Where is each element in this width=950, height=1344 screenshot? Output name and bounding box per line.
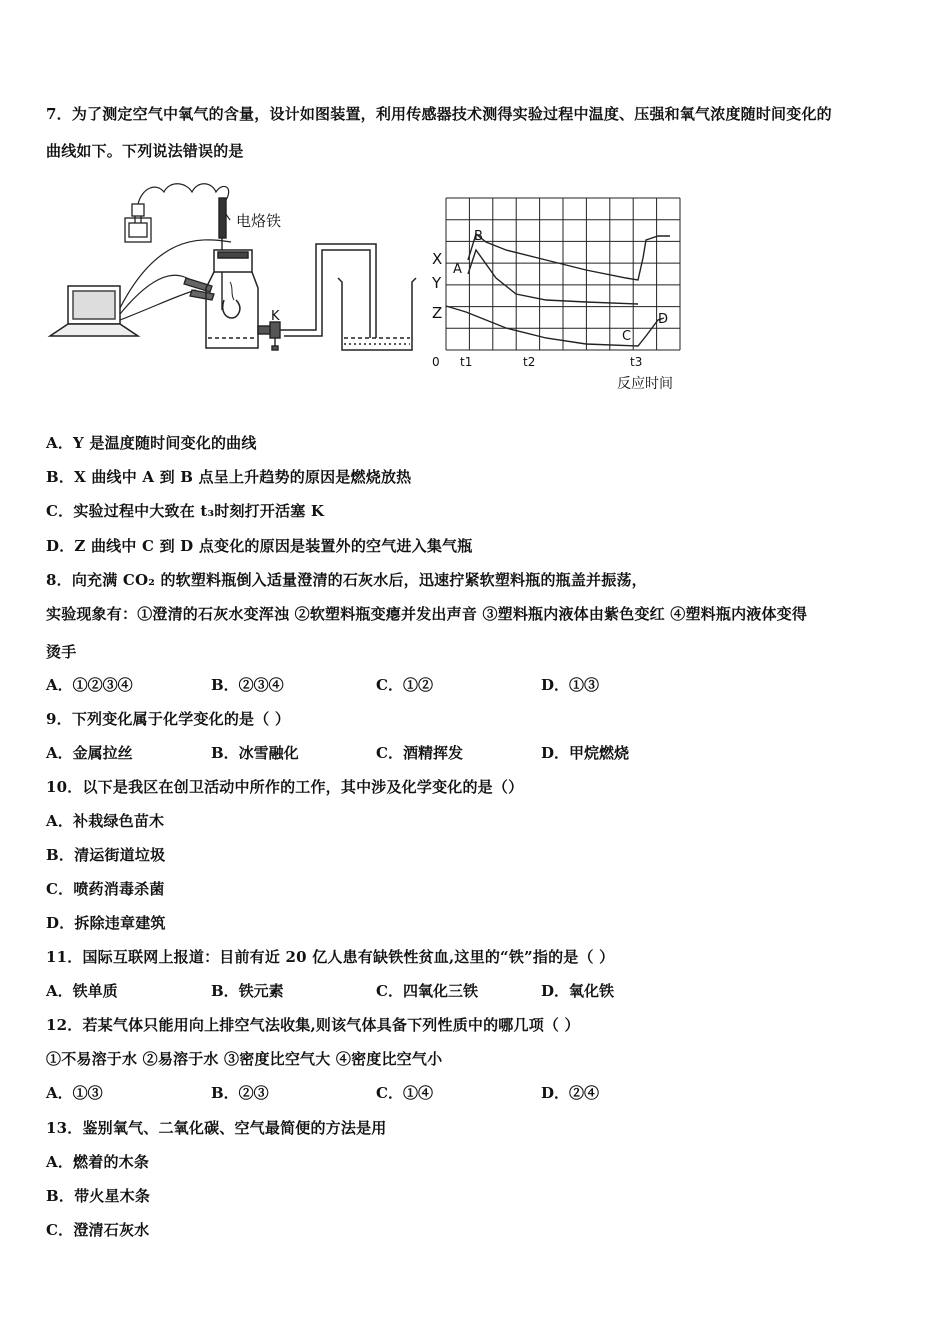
- laptop-icon: [50, 286, 138, 336]
- point-label-c: C: [622, 329, 632, 344]
- q11-stem: 11．国际互联网上报道：目前有近 20 亿人患有缺铁性贫血,这里的“铁”指的是（ ）: [46, 948, 615, 966]
- q7-figure-svg: [46, 178, 696, 398]
- q8-option-a[interactable]: A．①②③④: [46, 676, 133, 694]
- valve-label: K: [271, 309, 280, 324]
- curve-label-z: Z: [432, 304, 443, 322]
- valve-k-icon: [258, 322, 280, 350]
- q12-option-d[interactable]: D．②④: [541, 1084, 600, 1102]
- q10-option-a[interactable]: A．补栽绿色苗木: [46, 812, 165, 830]
- q9-option-c[interactable]: C．酒精挥发: [376, 744, 463, 762]
- q12-option-a[interactable]: A．①③: [46, 1084, 103, 1102]
- q9-option-d[interactable]: D．甲烷燃烧: [541, 744, 630, 762]
- curve-z: [446, 306, 664, 346]
- q7-option-d[interactable]: D．Z 曲线中 C 到 D 点变化的原因是装置外的空气进入集气瓶: [46, 537, 473, 555]
- q8-option-b[interactable]: B．②③④: [211, 676, 284, 694]
- x-axis-label: 反应时间: [617, 376, 673, 392]
- coiled-cord: [138, 184, 230, 220]
- q8-stem-line2: 实验现象有：①澄清的石灰水变浑浊 ②软塑料瓶变瘪并发出声音 ③塑料瓶内液体由紫色变红 ④塑料瓶内液体变得: [46, 605, 808, 623]
- power-outlet-icon: [125, 204, 151, 242]
- q11-option-a[interactable]: A．铁单质: [46, 982, 118, 1000]
- q13-option-b[interactable]: B．带火星木条: [46, 1187, 151, 1205]
- gas-bottle-icon: [206, 250, 258, 348]
- q10-option-d[interactable]: D．拆除违章建筑: [46, 914, 166, 932]
- q8-stem-line3: 烫手: [46, 643, 77, 661]
- x-tick-t3: t3: [630, 355, 643, 369]
- x-tick-t2: t2: [523, 355, 536, 369]
- q8-stem-line1: 8．向充满 CO₂ 的软塑料瓶倒入适量澄清的石灰水后，迅速拧紧软塑料瓶的瓶盖并振荡，: [46, 571, 647, 589]
- curve-label-y: Y: [432, 274, 442, 292]
- q7-option-a[interactable]: A．Y 是温度随时间变化的曲线: [46, 434, 257, 452]
- q11-option-c[interactable]: C．四氧化三铁: [376, 982, 478, 1000]
- point-label-d: D: [658, 312, 669, 327]
- x-tick-0: 0: [432, 355, 440, 369]
- q13-option-a[interactable]: A．燃着的木条: [46, 1153, 150, 1171]
- q10-stem: 10．以下是我区在创卫活动中所作的工作，其中涉及化学变化的是（）: [46, 778, 524, 796]
- curve-x: [468, 234, 670, 280]
- beaker-icon: [338, 278, 416, 350]
- sensor-graph: [431, 198, 680, 392]
- q12-properties: ①不易溶于水 ②易溶于水 ③密度比空气大 ④密度比空气小: [46, 1050, 443, 1068]
- q13-stem: 13．鉴别氧气、二氧化碳、空气最简便的方法是用: [46, 1119, 387, 1137]
- q11-option-b[interactable]: B．铁元素: [211, 982, 284, 1000]
- q7-option-c[interactable]: C．实验过程中大致在 t₃时刻打开活塞 K: [46, 502, 325, 520]
- q10-option-b[interactable]: B．清运街道垃圾: [46, 846, 166, 864]
- apparatus-label: 电烙铁: [236, 212, 282, 230]
- q12-option-c[interactable]: C．①④: [376, 1084, 433, 1102]
- q8-option-d[interactable]: D．①③: [541, 676, 600, 694]
- q13-option-c[interactable]: C．澄清石灰水: [46, 1221, 150, 1239]
- point-label-a: A: [453, 262, 462, 277]
- curve-y: [468, 250, 638, 304]
- q9-option-b[interactable]: B．冰雪融化: [211, 744, 299, 762]
- q7-option-b[interactable]: B．X 曲线中 A 到 B 点呈上升趋势的原因是燃烧放热: [46, 468, 412, 486]
- q10-option-c[interactable]: C．喷药消毒杀菌: [46, 880, 165, 898]
- q7-figure: [46, 178, 696, 398]
- q8-option-c[interactable]: C．①②: [376, 676, 433, 694]
- q7-stem-line2: 曲线如下。下列说法错误的是: [46, 142, 244, 160]
- q12-stem: 12．若某气体只能用向上排空气法收集,则该气体具备下列性质中的哪几项（ ）: [46, 1016, 580, 1034]
- point-label-b: B: [474, 229, 483, 244]
- q9-stem: 9．下列变化属于化学变化的是（ ）: [46, 710, 291, 728]
- q7-stem-line1: 7．为了测定空气中氧气的含量，设计如图装置，利用传感器技术测得实验过程中温度、压强和氧气浓度随时间变化的: [46, 105, 832, 123]
- q12-option-b[interactable]: B．②③: [211, 1084, 269, 1102]
- x-tick-t1: t1: [460, 355, 473, 369]
- q9-option-a[interactable]: A．金属拉丝: [46, 744, 133, 762]
- curve-label-x: X: [432, 250, 443, 268]
- q11-option-d[interactable]: D．氧化铁: [541, 982, 615, 1000]
